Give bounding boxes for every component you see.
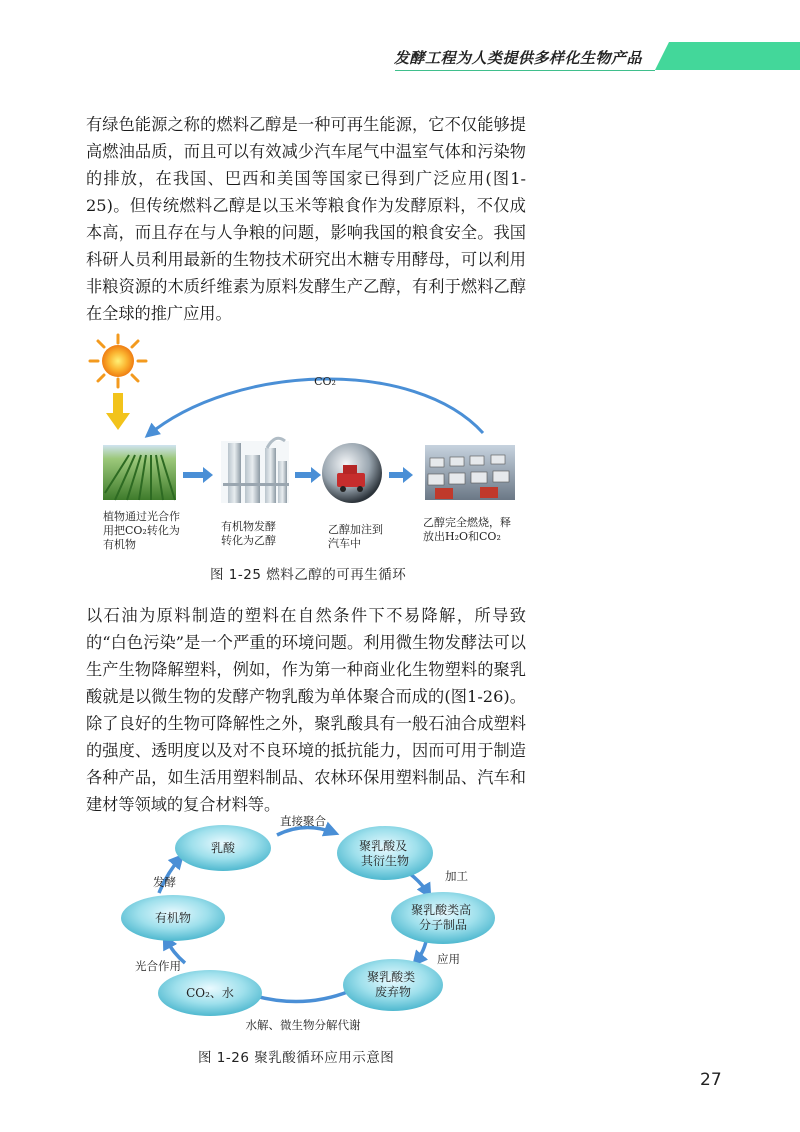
crop-field-image: [103, 445, 176, 500]
svg-text:聚乳酸类 废弃物: 聚乳酸类 废弃物: [367, 970, 416, 999]
figure2-caption: 图 1-26 聚乳酸循环应用示意图: [198, 1050, 395, 1066]
svg-text:有机物: 有机物: [154, 911, 192, 925]
sunlight-arrow: [106, 393, 130, 430]
edge-application: 应用: [437, 952, 460, 966]
step-fermentation-label: 有机物发酵 转化为乙醇: [221, 520, 276, 547]
edge-decomposition: 水解、微生物分解代谢: [245, 1018, 361, 1032]
node-pla-waste: [343, 959, 443, 1011]
step-photosynthesis-label: 植物通过光合作 用把CO₂转化为 有机物: [103, 510, 180, 551]
node-polymer-products: [391, 892, 495, 944]
header-title: 发酵工程为人类提供多样化生物产品: [393, 49, 642, 67]
header-rule: [395, 70, 655, 71]
svg-text:CO₂、水: CO₂、水: [186, 986, 234, 1000]
figure-ethanol-cycle: [85, 333, 545, 583]
figure-pla-cycle: [85, 813, 545, 1043]
step-refuel-label: 乙醇加注到 汽车中: [328, 523, 383, 550]
co2-label: CO₂: [314, 375, 336, 388]
step-combustion-label: 乙醇完全燃烧，释 放出H₂O和CO₂: [423, 516, 511, 543]
edge-direct-polymerization: 直接聚合: [280, 814, 326, 828]
car-refuel-image: [322, 443, 382, 503]
node-lactic-acid: [175, 825, 271, 871]
svg-text:聚乳酸及 其衍生物: 聚乳酸及 其衍生物: [359, 839, 410, 868]
page-number: 27: [700, 1070, 722, 1090]
header-tab: [655, 42, 800, 70]
node-co2-water: [158, 970, 262, 1016]
ethanol-factory-image: [221, 438, 289, 503]
edge-fermentation: 发酵: [153, 875, 176, 889]
svg-text:聚乳酸类高 分子制品: 聚乳酸类高 分子制品: [411, 903, 472, 932]
sun-icon: [90, 335, 146, 387]
figure1-caption: 图 1-25 燃料乙醇的可再生循环: [210, 567, 407, 583]
node-pla-derivatives: [337, 826, 433, 880]
edge-processing: 加工: [445, 869, 468, 883]
edge-photosynthesis: 光合作用: [135, 959, 181, 973]
paragraph-fuel-ethanol: 有绿色能源之称的燃料乙醇是一种可再生能源，它不仅能够提高燃油品质，而且可以有效减少汽车尾气中温室气体和污染物的排放，在我国、巴西和美国等国家已得到广泛应用(图1-25)。但传统燃料乙醇是以玉米等粮食作为发酵原料，不仅成本高，而且存在与人争粮的问题，影响我国的粮食安全。我国科研人员利用最新的生物技术研究出木糖专用酵母，可以利用非粮资源的木质纤维素为原料发酵生产乙醇，有利于燃料乙醇在全球的推广应用。: [86, 115, 526, 323]
traffic-jam-image: [425, 445, 515, 500]
paragraph-bioplastic: 以石油为原料制造的塑料在自然条件下不易降解，所导致的“白色污染”是一个严重的环境问题。利用微生物发酵法可以生产生物降解塑料，例如，作为第一种商业化生物塑料的聚乳酸就是以微生物的发酵产物乳酸为单体聚合而成的(图1-26)。除了良好的生物可降解性之外，聚乳酸具有一般石油合成塑料的强度、透明度以及对不良环境的抵抗能力，因而可用于制造各种产品，如生活用塑料制品、农林环保用塑料制品、汽车和建材等领域的复合材料等。: [86, 606, 526, 814]
svg-text:乳酸: 乳酸: [210, 841, 236, 855]
node-organic-matter: [121, 895, 225, 941]
